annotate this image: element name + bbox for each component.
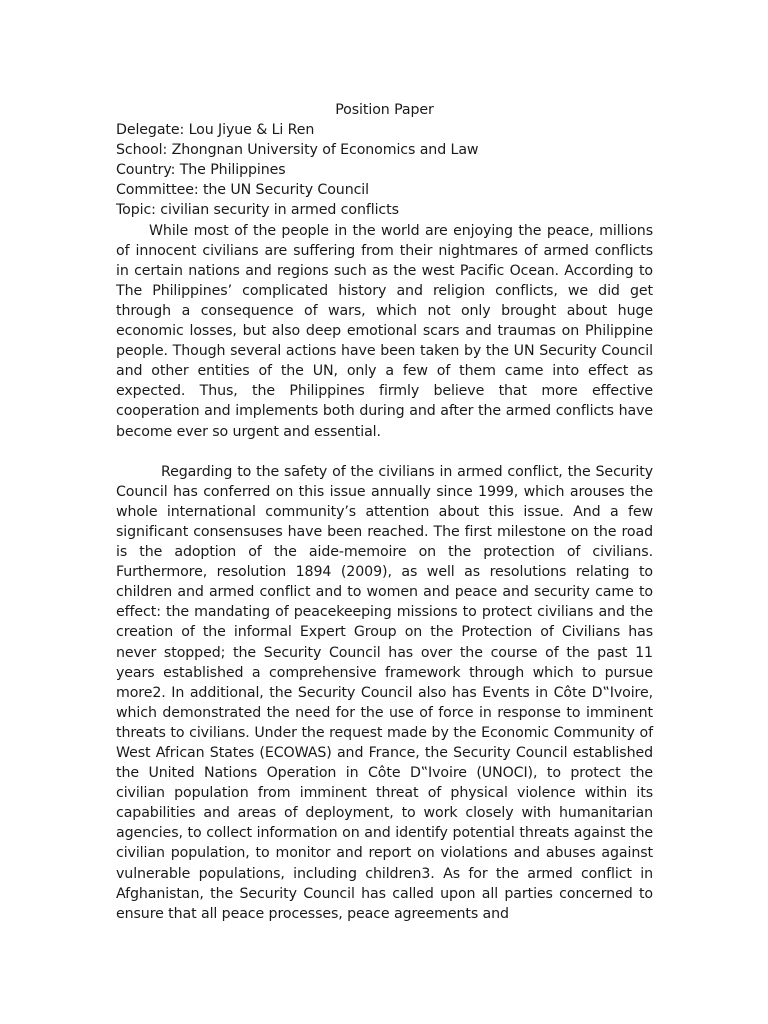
paragraph-spacer xyxy=(116,442,653,462)
school-line: School: Zhongnan University of Economics and Law xyxy=(116,142,479,159)
paragraph-security-council: Regarding to the safety of the civilians in armed conflict, the Security Council has conferred on this issue annually since 1999, which arouses the whole international community’s attention about this issue. And a few significant consensuses have been reached. The first milestone on the road is the adoption of the aide-memoire on the protection of civilians. Furthermore, resolution 1894 (2009), as well as resolutions relating to children and armed conflict and to women and peace and security came to effect: the mandating of peacekeeping missions to protect civilians and the creation of the informal Expert Group on the Protection of Civilians has never stopped; the Security Council has over the course of the past 11 years established a comprehensive framework through which to pursue more2. In additional, the Security Council also has Events in Côte D‟Ivoire, which demonstrated the need for the use of force in response to imminent threats to civilians. Under the request made by the Economic Community of West African States (ECOWAS) and France, the Security Council established the United Nations Operation in Côte D‟Ivoire (UNOCI), to protect the civilian population from imminent threat of physical violence within its capabilities and areas of deployment, to work closely with humanitarian agencies, to collect information on and identify potential threats against the civilian population, to monitor and report on violations and abuses against vulnerable populations, including children3. As for the armed conflict in Afghanistan, the Security Council has called upon all parties concerned to ensure that all peace processes, peace agreements and xyxy=(116,463,653,922)
country-line: Country: The Philippines xyxy=(116,162,286,179)
document-body xyxy=(116,100,653,924)
document-title: Position Paper xyxy=(335,102,434,118)
topic-line: Topic: civilian security in armed conflicts xyxy=(116,202,399,219)
paragraph-intro: While most of the people in the world are enjoying the peace, millions of innocent civilians are suffering from their nightmares of armed conflicts in certain nations and regions such as the west Pacific Ocean. According to The Philippines’ complicated history and religion conflicts, we did get through a consequence of wars, which not only brought about huge economic losses, but also deep emotional scars and traumas on Philippine people. Though several actions have been taken by the UN Security Council and other entities of the UN, only a few of them came into effect as expected. Thus, the Philippines firmly believe that more effective cooperation and implements both during and after the armed conflicts have become ever so urgent and essential. xyxy=(116,222,653,440)
delegate-line: Delegate: Lou Jiyue & Li Ren xyxy=(116,122,315,139)
committee-line: Committee: the UN Security Council xyxy=(116,182,369,199)
